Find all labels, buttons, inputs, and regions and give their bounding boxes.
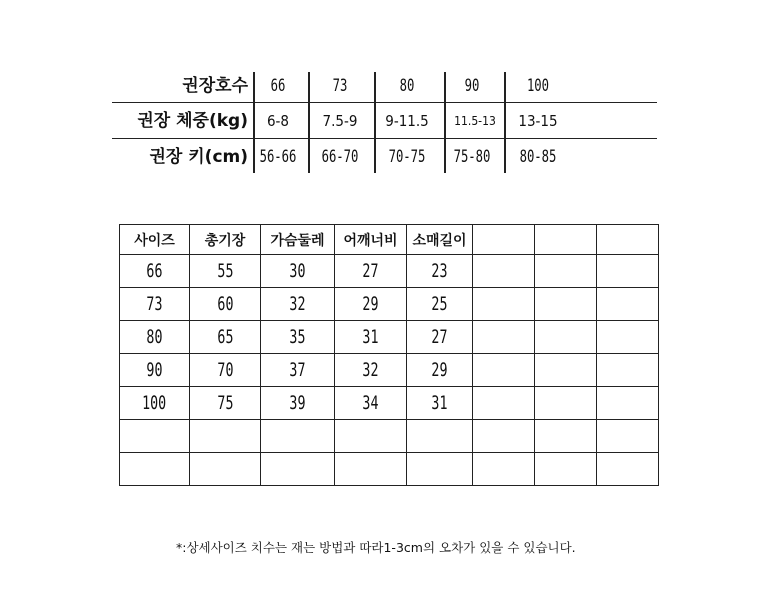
rec-cell: 6-8 <box>266 112 290 130</box>
cell <box>335 453 407 486</box>
cell <box>120 453 190 486</box>
rec-cell: 56-66 <box>259 147 297 167</box>
rec-separator <box>308 72 310 173</box>
recommended-size-table <box>112 70 657 175</box>
rec-separator <box>504 72 506 173</box>
cell <box>473 420 535 453</box>
cell <box>473 321 535 354</box>
rec-separator <box>444 72 446 173</box>
table-header-row <box>120 225 659 255</box>
cell <box>535 354 597 387</box>
table-row <box>120 354 659 387</box>
header-cell-shoulder: 어깨너비 <box>335 225 407 255</box>
rec-cell: 100 <box>526 76 550 96</box>
header-cell-length: 총기장 <box>190 225 261 255</box>
cell: 37 <box>261 354 335 387</box>
cell: 39 <box>261 387 335 420</box>
cell <box>473 255 535 288</box>
header-cell-size: 사이즈 <box>120 225 190 255</box>
table-row <box>120 288 659 321</box>
rec-label: 권장 체중(kg) <box>137 111 248 131</box>
header-cell-empty <box>535 225 597 255</box>
cell: 25 <box>407 288 473 321</box>
cell <box>190 420 261 453</box>
cell: 73 <box>120 288 190 321</box>
rec-cell: 70-75 <box>388 147 426 167</box>
cell: 65 <box>190 321 261 354</box>
cell <box>407 420 473 453</box>
rec-row-size <box>112 70 657 103</box>
rec-label: 권장호수 <box>182 76 248 96</box>
cell: 66 <box>120 255 190 288</box>
rec-cell: 66 <box>270 76 286 96</box>
cell <box>261 420 335 453</box>
cell <box>473 387 535 420</box>
cell: 29 <box>407 354 473 387</box>
cell: 32 <box>261 288 335 321</box>
cell <box>535 387 597 420</box>
cell: 100 <box>120 387 190 420</box>
cell <box>597 387 659 420</box>
rec-cell: 7.5-9 <box>322 112 358 130</box>
rec-cell: 13-15 <box>518 112 558 130</box>
cell: 27 <box>407 321 473 354</box>
rec-cell: 75-80 <box>453 147 491 167</box>
rec-cell: 11.5-13 <box>454 114 496 128</box>
detail-size-table <box>119 224 659 486</box>
cell <box>473 453 535 486</box>
cell <box>261 453 335 486</box>
rec-label: 권장 키(cm) <box>149 147 248 167</box>
cell <box>473 354 535 387</box>
cell <box>335 420 407 453</box>
cell: 55 <box>190 255 261 288</box>
cell <box>120 420 190 453</box>
header-cell-chest: 가슴둘레 <box>261 225 335 255</box>
cell <box>407 453 473 486</box>
rec-cell: 9-11.5 <box>385 112 429 130</box>
cell <box>597 255 659 288</box>
cell <box>535 321 597 354</box>
cell: 23 <box>407 255 473 288</box>
rec-cell: 73 <box>332 76 348 96</box>
table-row <box>120 387 659 420</box>
cell: 27 <box>335 255 407 288</box>
cell: 75 <box>190 387 261 420</box>
cell <box>535 453 597 486</box>
cell <box>535 420 597 453</box>
cell: 80 <box>120 321 190 354</box>
table-row <box>120 453 659 486</box>
cell <box>597 321 659 354</box>
table-row <box>120 321 659 354</box>
table-row <box>120 420 659 453</box>
cell: 29 <box>335 288 407 321</box>
cell <box>473 288 535 321</box>
cell: 35 <box>261 321 335 354</box>
rec-cell: 80-85 <box>519 147 557 167</box>
cell <box>597 453 659 486</box>
rec-cell: 66-70 <box>321 147 359 167</box>
cell: 32 <box>335 354 407 387</box>
cell: 31 <box>407 387 473 420</box>
header-cell-empty <box>473 225 535 255</box>
cell <box>535 255 597 288</box>
cell: 60 <box>190 288 261 321</box>
rec-separator <box>253 72 255 173</box>
table-row <box>120 255 659 288</box>
cell <box>597 354 659 387</box>
cell: 70 <box>190 354 261 387</box>
cell <box>597 288 659 321</box>
rec-row-height <box>112 139 657 175</box>
cell: 31 <box>335 321 407 354</box>
rec-cell: 90 <box>464 76 480 96</box>
cell <box>597 420 659 453</box>
rec-separator <box>374 72 376 173</box>
rec-cell: 80 <box>399 76 415 96</box>
cell: 90 <box>120 354 190 387</box>
cell: 30 <box>261 255 335 288</box>
size-note: *:상세사이즈 치수는 재는 방법과 따라1-3cm의 오차가 있을 수 있습니다. <box>176 540 576 555</box>
header-cell-empty <box>597 225 659 255</box>
header-cell-sleeve: 소매길이 <box>407 225 473 255</box>
rec-row-weight <box>112 103 657 139</box>
cell <box>190 453 261 486</box>
cell: 34 <box>335 387 407 420</box>
cell <box>535 288 597 321</box>
